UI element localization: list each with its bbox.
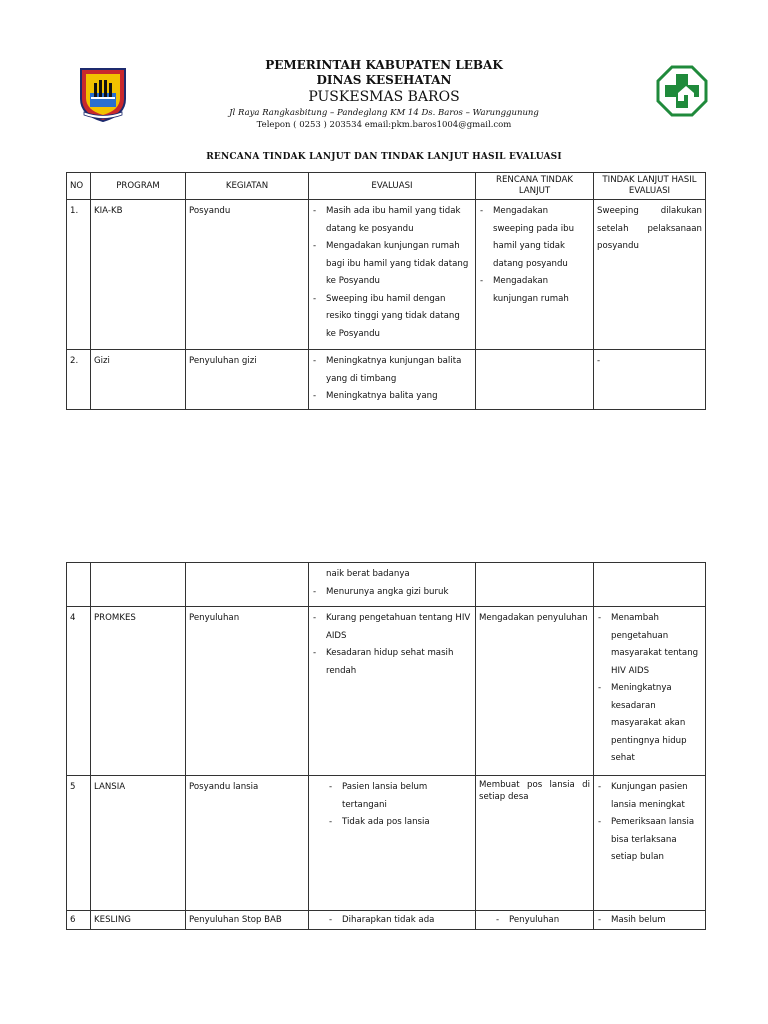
letterhead-department: DINAS KESEHATAN [316, 73, 452, 87]
list-item: - Menambah pengetahuan masyarakat tentang HIV AIDS [597, 610, 702, 680]
letterhead-government: PEMERINTAH KABUPATEN LEBAK [265, 58, 503, 72]
row-kegiatan [186, 563, 309, 607]
evaluasi-continuation: naik berat badanya [326, 569, 410, 579]
list-item: - Mengadakan kunjungan rumah bagi ibu hamil yang tidak datang ke Posyandu [312, 238, 472, 291]
row-tindak-lanjut: - [594, 350, 706, 410]
table-row [67, 911, 706, 930]
row-evaluasi [309, 563, 476, 607]
list-item: - Menurunya angka gizi buruk [312, 584, 472, 602]
row-program [91, 563, 186, 607]
row-evaluasi [309, 200, 476, 350]
table-row [67, 607, 706, 776]
list-item: - Tidak ada pos lansia [312, 814, 472, 832]
list-item: - Meningkatnya balita yang [312, 388, 472, 406]
row-no: 6 [67, 911, 91, 930]
row-tindak-lanjut [594, 911, 706, 930]
row-rencana [476, 350, 594, 410]
list-item: - Pasien lansia belum tertangani [312, 779, 472, 814]
list-item: - Masih ada ibu hamil yang tidak datang ke posyandu [312, 203, 472, 238]
row-kegiatan: Posyandu lansia [186, 776, 309, 911]
list-item: - Mengadakan kunjungan rumah [479, 273, 590, 308]
row-evaluasi [309, 776, 476, 911]
list-item: - Masih belum [597, 914, 702, 926]
row-program: KESLING [91, 911, 186, 930]
row-no: 4 [67, 607, 91, 776]
row-kegiatan: Penyuluhan gizi [186, 350, 309, 410]
header-kegiatan: KEGIATAN [186, 173, 309, 200]
row-no [67, 563, 91, 607]
list-item: - Penyuluhan [479, 914, 590, 926]
row-tindak-lanjut [594, 607, 706, 776]
row-no: 5 [67, 776, 91, 911]
document-title: RENCANA TINDAK LANJUT DAN TINDAK LANJUT HASIL EVALUASI [206, 152, 562, 162]
header-no: NO [67, 173, 91, 200]
letterhead-puskesmas: PUSKESMAS BAROS [308, 89, 460, 105]
header-tindak-lanjut: TINDAK LANJUT HASIL EVALUASI [594, 173, 706, 200]
row-no: 1. [67, 200, 91, 350]
header-evaluasi: EVALUASI [309, 173, 476, 200]
letterhead-phone: Telepon ( 0253 ) 203534 email:pkm.baros1004@gmail.com [256, 120, 512, 130]
list-item: - Sweeping ibu hamil dengan resiko tinggi yang tidak datang ke Posyandu [312, 291, 472, 344]
row-tindak-lanjut [594, 776, 706, 911]
header-rencana: RENCANA TINDAK LANJUT [476, 173, 594, 200]
row-program: LANSIA [91, 776, 186, 911]
row-kegiatan: Penyuluhan [186, 607, 309, 776]
row-rencana [476, 563, 594, 607]
table-header-row [67, 173, 706, 200]
row-kegiatan: Penyuluhan Stop BAB [186, 911, 309, 930]
list-item: - Meningkatnya kunjungan balita yang di timbang [312, 353, 472, 388]
row-evaluasi [309, 911, 476, 930]
row-tindak-lanjut [594, 563, 706, 607]
evaluation-table-part-1 [66, 172, 706, 410]
table-row [67, 563, 706, 607]
table-row [67, 200, 706, 350]
row-program: Gizi [91, 350, 186, 410]
table-row [67, 350, 706, 410]
list-item: - Kesadaran hidup sehat masih rendah [312, 645, 472, 680]
list-item: - Kurang pengetahuan tentang HIV AIDS [312, 610, 472, 645]
row-program: KIA-KB [91, 200, 186, 350]
row-program: PROMKES [91, 607, 186, 776]
header-program: PROGRAM [91, 173, 186, 200]
row-rencana [476, 200, 594, 350]
row-rencana [476, 911, 594, 930]
row-rencana: Membuat pos lansia di setiap desa [476, 776, 594, 911]
row-no: 2. [67, 350, 91, 410]
list-item: - Mengadakan sweeping pada ibu hamil yang tidak datang posyandu [479, 203, 590, 273]
list-item: - Kunjungan pasien lansia meningkat [597, 779, 702, 814]
row-evaluasi [309, 607, 476, 776]
table-row [67, 776, 706, 911]
list-item: - Meningkatnya kesadaran masyarakat akan pentingnya hidup sehat [597, 680, 702, 768]
row-tindak-lanjut: Sweeping dilakukan setelah pelaksanaan posyandu [594, 200, 706, 350]
letterhead-address: Jl Raya Rangkasbitung – Pandeglang KM 14 Ds. Baros – Warunggunung [229, 108, 539, 118]
row-evaluasi [309, 350, 476, 410]
puskesmas-cross-logo-icon [656, 65, 708, 117]
row-kegiatan: Posyandu [186, 200, 309, 350]
list-item: - Diharapkan tidak ada [312, 914, 472, 926]
evaluation-table-part-2 [66, 562, 706, 930]
letterhead [0, 55, 768, 135]
row-rencana: Mengadakan penyuluhan [476, 607, 594, 776]
list-item: - Pemeriksaan lansia bisa terlaksana setiap bulan [597, 814, 702, 867]
